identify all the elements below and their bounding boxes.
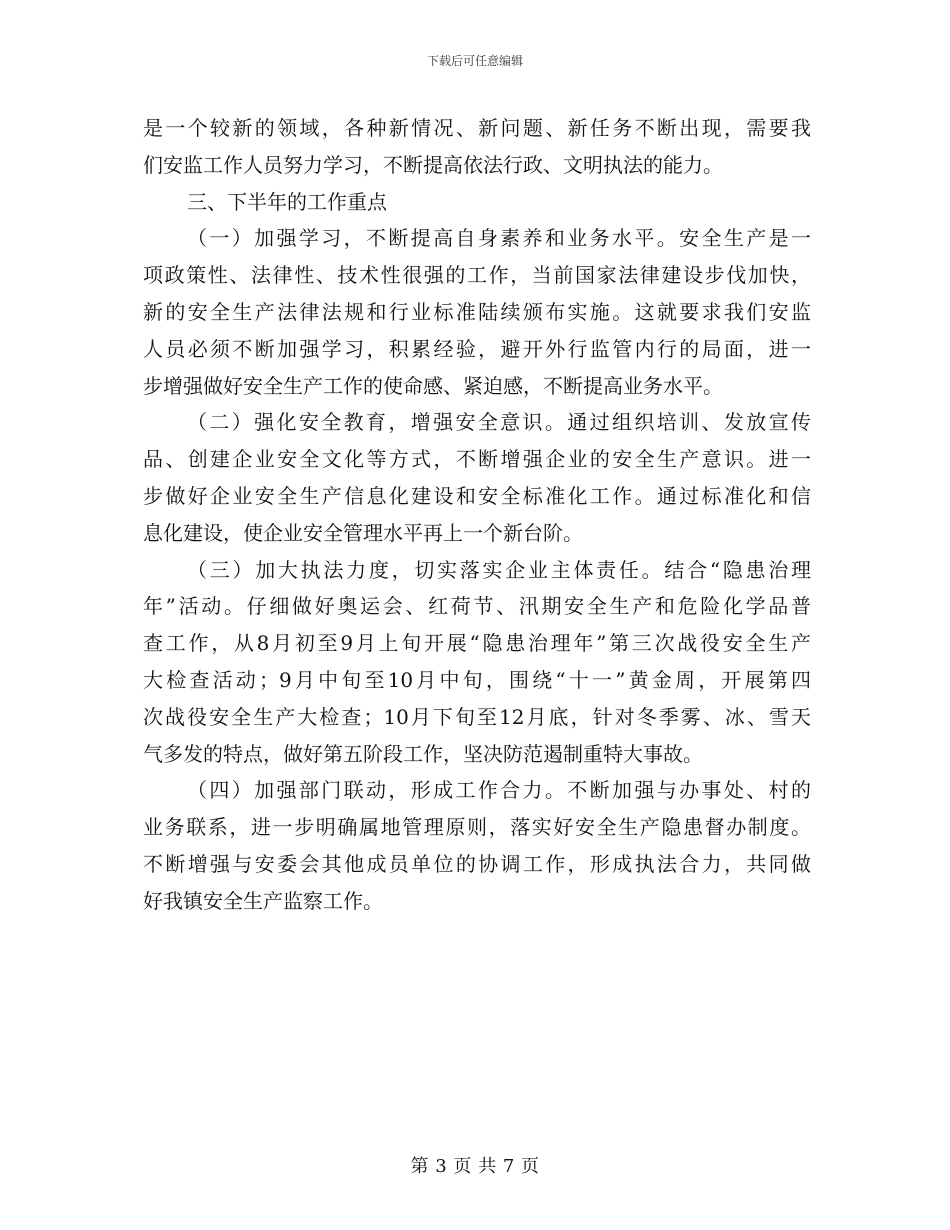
paragraph-continuation xyxy=(143,110,811,184)
paragraph-item-1 xyxy=(143,220,811,404)
text-line: 气多发的特点，做好第五阶段工作，坚决防范遏制重特大事故。 xyxy=(143,741,703,766)
document-body xyxy=(143,110,811,920)
section-heading-text: 三、下半年的工作重点 xyxy=(187,189,387,214)
text-line: 查工作，从8月初至9月上旬开展“隐患治理年”第三次战役安全生产 xyxy=(143,631,811,656)
paragraph-item-4 xyxy=(143,772,811,919)
text-line: 们安监工作人员努力学习，不断提高依法行政、文明执法的能力。 xyxy=(143,152,723,177)
text-line: 是一个较新的领域，各种新情况、新问题、新任务不断出现，需要我 xyxy=(143,116,811,140)
text-line: （二）强化安全教育，增强安全意识。通过组织培训、发放宣传 xyxy=(187,410,811,435)
text-line: 业务联系，进一步明确属地管理原则，落实好安全生产隐患督办制度。 xyxy=(143,815,811,840)
text-line: （四）加强部门联动，形成工作合力。不断加强与办事处、村的 xyxy=(187,778,811,803)
text-line: 项政策性、法律性、技术性很强的工作，当前国家法律建设步伐加快， xyxy=(143,263,811,288)
text-line: 大检查活动；9月中旬至10月中旬，围绕“十一”黄金周，开展第四 xyxy=(143,667,811,692)
text-line: 不断增强与安委会其他成员单位的协调工作，形成执法合力，共同做 xyxy=(143,851,811,876)
paragraph-item-3 xyxy=(143,552,811,773)
text-line: 品、创建企业安全文化等方式，不断增强企业的安全生产意识。进一 xyxy=(143,447,811,472)
text-line: 好我镇安全生产监察工作。 xyxy=(143,888,383,913)
text-line: （一）加强学习，不断提高自身素养和业务水平。安全生产是一 xyxy=(187,226,811,251)
paragraph-item-2 xyxy=(143,404,811,551)
text-line: 息化建设，使企业安全管理水平再上一个新台阶。 xyxy=(143,520,583,545)
text-line: 新的安全生产法律法规和行业标准陆续颁布实施。这就要求我们安监 xyxy=(143,299,811,324)
page-number-footer: 第 3 页 共 7 页 xyxy=(410,1156,540,1177)
text-line: 次战役安全生产大检查；10月下旬至12月底，针对冬季雾、冰、雪天 xyxy=(143,704,811,729)
text-line: 步增强做好安全生产工作的使命感、紧迫感，不断提高业务水平。 xyxy=(143,373,723,398)
text-line: 步做好企业安全生产信息化建设和安全标准化工作。通过标准化和信 xyxy=(143,483,811,508)
page-header-note: 下载后可任意编辑 xyxy=(426,54,523,68)
text-line: 年”活动。仔细做好奥运会、红荷节、汛期安全生产和危险化学品普 xyxy=(143,594,811,619)
text-line: （三）加大执法力度，切实落实企业主体责任。结合“隐患治理 xyxy=(187,557,811,582)
section-heading xyxy=(143,184,811,221)
text-line: 人员必须不断加强学习，积累经验，避开外行监管内行的局面，进一 xyxy=(143,336,811,361)
